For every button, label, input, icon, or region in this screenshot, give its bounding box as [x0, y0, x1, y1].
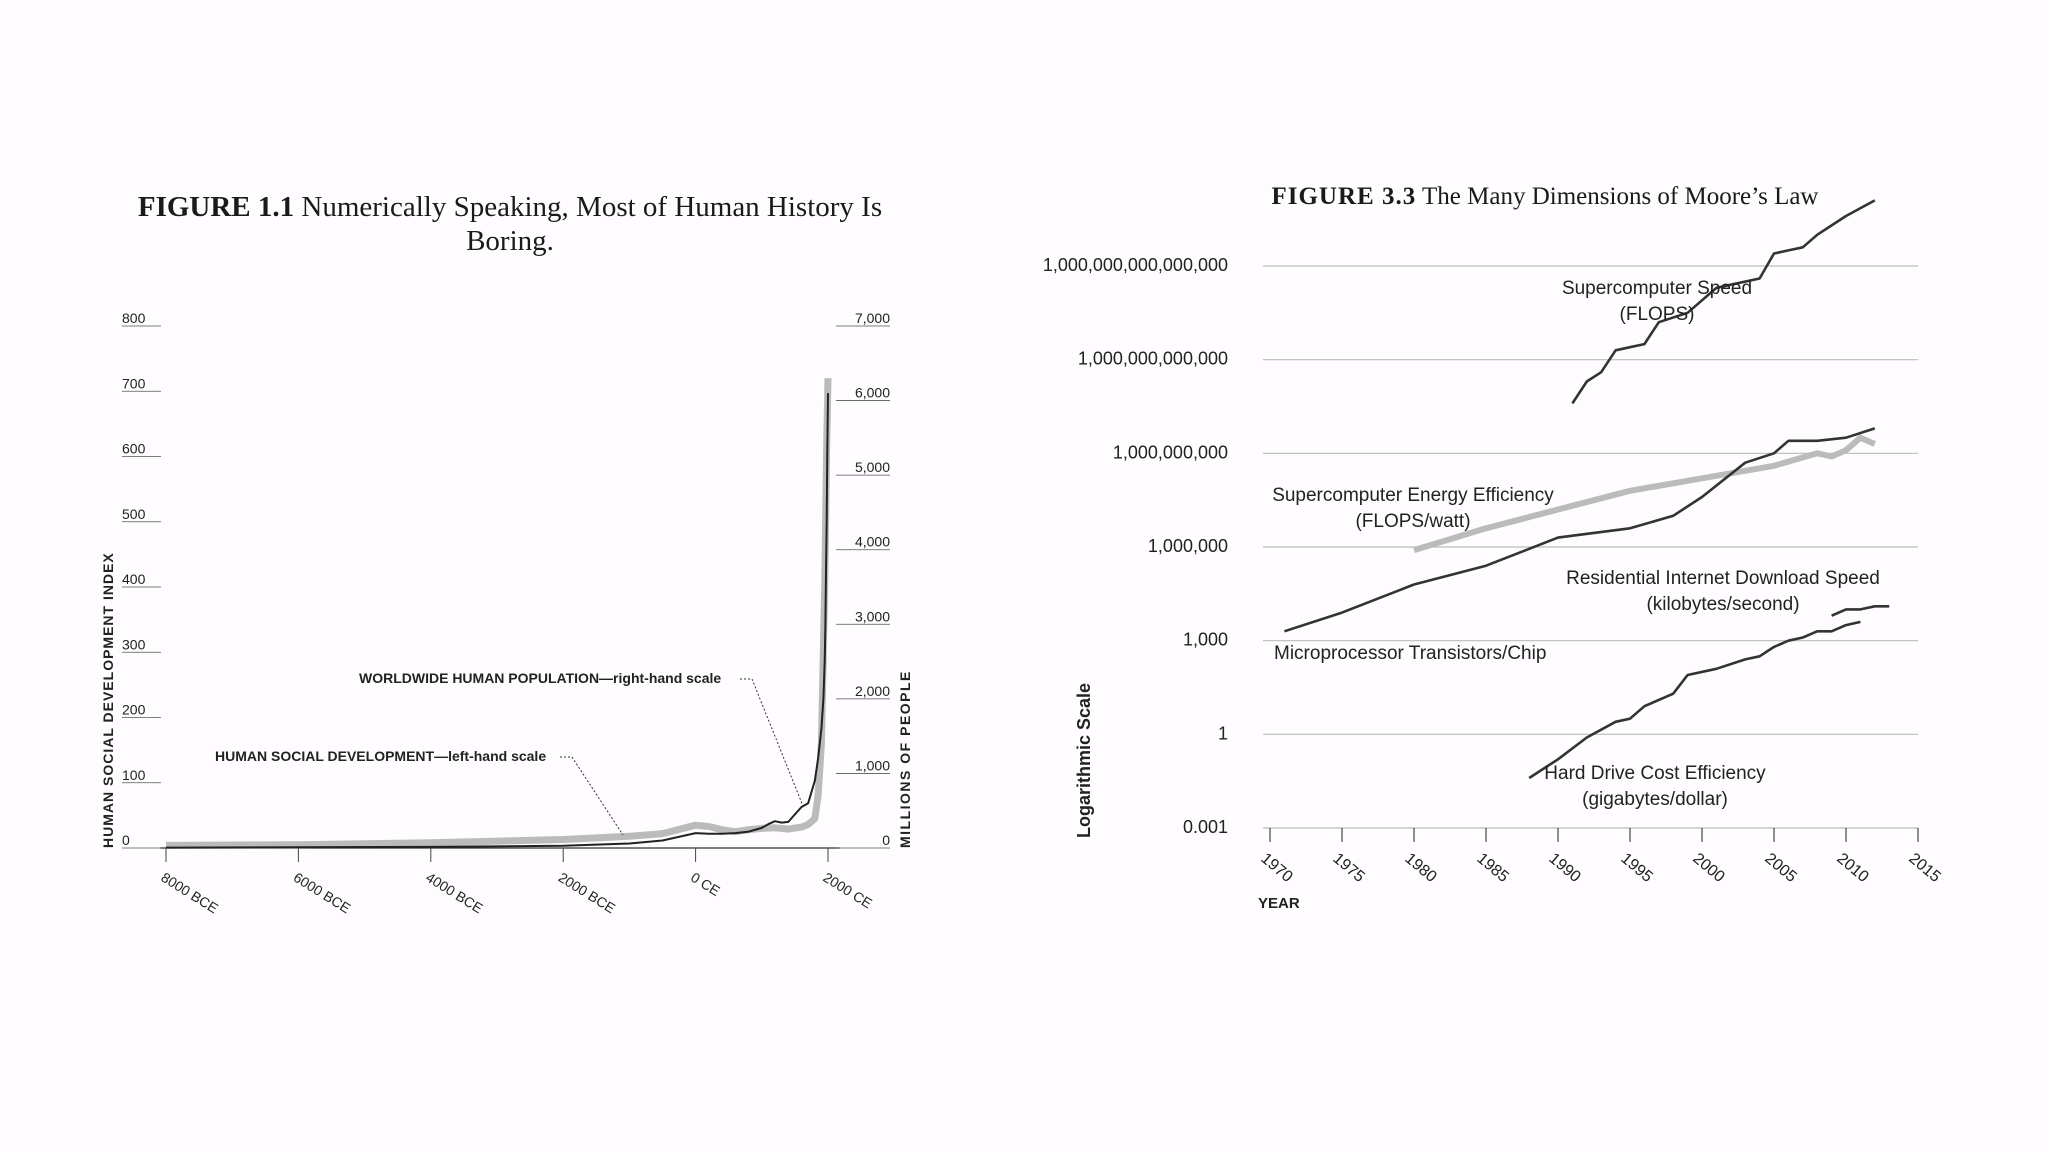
- x-tick-label: 2005: [1761, 850, 1800, 886]
- figure-2-caption: The Many Dimensions of Moore’s Law: [1422, 183, 1819, 210]
- x-tick-label: 6000 BCE: [290, 868, 354, 917]
- figure-1-label: FIGURE 1.1: [137, 191, 295, 223]
- y-right-axis-label: MILLIONS OF PEOPLE: [897, 670, 913, 848]
- x-tick-label: 1995: [1617, 850, 1656, 886]
- y-right-tick-label: 0: [882, 832, 890, 848]
- series-label: Supercomputer Speed: [1561, 278, 1753, 299]
- series-label-unit: (kilobytes/second): [1646, 594, 1800, 615]
- y-right-tick-label: 3,000: [854, 608, 890, 625]
- y-right-tick-label: 1,000: [854, 757, 890, 774]
- y-left-tick-label: 0: [122, 832, 130, 848]
- y-left-tick-label: 300: [122, 636, 146, 653]
- y-tick-label: 1,000,000,000,000,000: [1042, 255, 1228, 275]
- series-line: [1572, 200, 1874, 403]
- x-tick-label: 2015: [1905, 850, 1944, 886]
- y-tick-label: 1,000,000,000: [1112, 442, 1228, 463]
- x-tick-label: 8000 BCE: [158, 868, 222, 917]
- series-label-unit: (FLOPS): [1619, 304, 1695, 325]
- y-right-tick-label: 4,000: [854, 533, 890, 550]
- y-tick-label: 1: [1217, 723, 1228, 744]
- social-development-annotation: HUMAN SOCIAL DEVELOPMENT—left-hand scale: [215, 748, 547, 764]
- y-tick-label: 1,000: [1182, 629, 1228, 650]
- series-label-unit: (gigabytes/dollar): [1582, 789, 1728, 810]
- series-label: Residential Internet Download Speed: [1566, 568, 1880, 589]
- x-tick-label: 1990: [1545, 850, 1584, 886]
- y-left-tick-label: 700: [122, 375, 146, 392]
- x-tick-label: 1980: [1401, 850, 1440, 886]
- y-left-tick-label: 500: [122, 505, 146, 522]
- x-tick-label: 2000: [1689, 850, 1728, 886]
- y-tick-label: 0.001: [1182, 817, 1228, 837]
- y-left-tick-label: 600: [122, 440, 146, 457]
- y-right-tick-label: 2,000: [854, 682, 890, 699]
- y-axis-label: Logarithmic Scale: [1074, 682, 1094, 838]
- x-tick-label: 0 CE: [688, 868, 723, 900]
- series-label-unit: (FLOPS/watt): [1355, 511, 1471, 532]
- series-line: [1529, 622, 1860, 778]
- figure-1-caption: Numerically Speaking, Most of Human History Is Boring.: [301, 191, 883, 257]
- x-tick-label: 1975: [1329, 850, 1368, 886]
- x-tick-label: 1970: [1257, 850, 1296, 886]
- y-left-tick-label: 400: [122, 571, 146, 587]
- y-right-tick-label: 6,000: [854, 384, 890, 401]
- y-left-axis-label: HUMAN SOCIAL DEVELOPMENT INDEX: [100, 552, 116, 848]
- y-left-tick-label: 200: [122, 701, 146, 718]
- y-tick-label: 1,000,000: [1147, 536, 1228, 556]
- series-label: Supercomputer Energy Efficiency: [1272, 485, 1554, 506]
- y-left-tick-label: 800: [122, 310, 146, 326]
- x-tick-label: 4000 BCE: [423, 868, 486, 917]
- x-tick-label: 2000 CE: [820, 868, 876, 912]
- x-tick-label: 2010: [1833, 850, 1872, 886]
- y-right-tick-label: 5,000: [854, 459, 890, 476]
- y-left-tick-label: 100: [122, 766, 146, 783]
- x-tick-label: 2000 BCE: [555, 868, 619, 917]
- series-label: Microprocessor Transistors/Chip: [1274, 643, 1547, 664]
- y-tick-label: 1,000,000,000,000: [1077, 348, 1228, 369]
- x-axis-label: YEAR: [1258, 895, 1300, 912]
- series-label: Hard Drive Cost Efficiency: [1544, 763, 1766, 784]
- x-tick-label: 1985: [1473, 850, 1512, 886]
- y-right-tick-label: 7,000: [854, 310, 890, 326]
- series-line: [1832, 606, 1890, 615]
- population-annotation: WORLDWIDE HUMAN POPULATION—right-hand scale: [359, 670, 722, 686]
- figure-2-label: FIGURE 3.3: [1271, 183, 1417, 210]
